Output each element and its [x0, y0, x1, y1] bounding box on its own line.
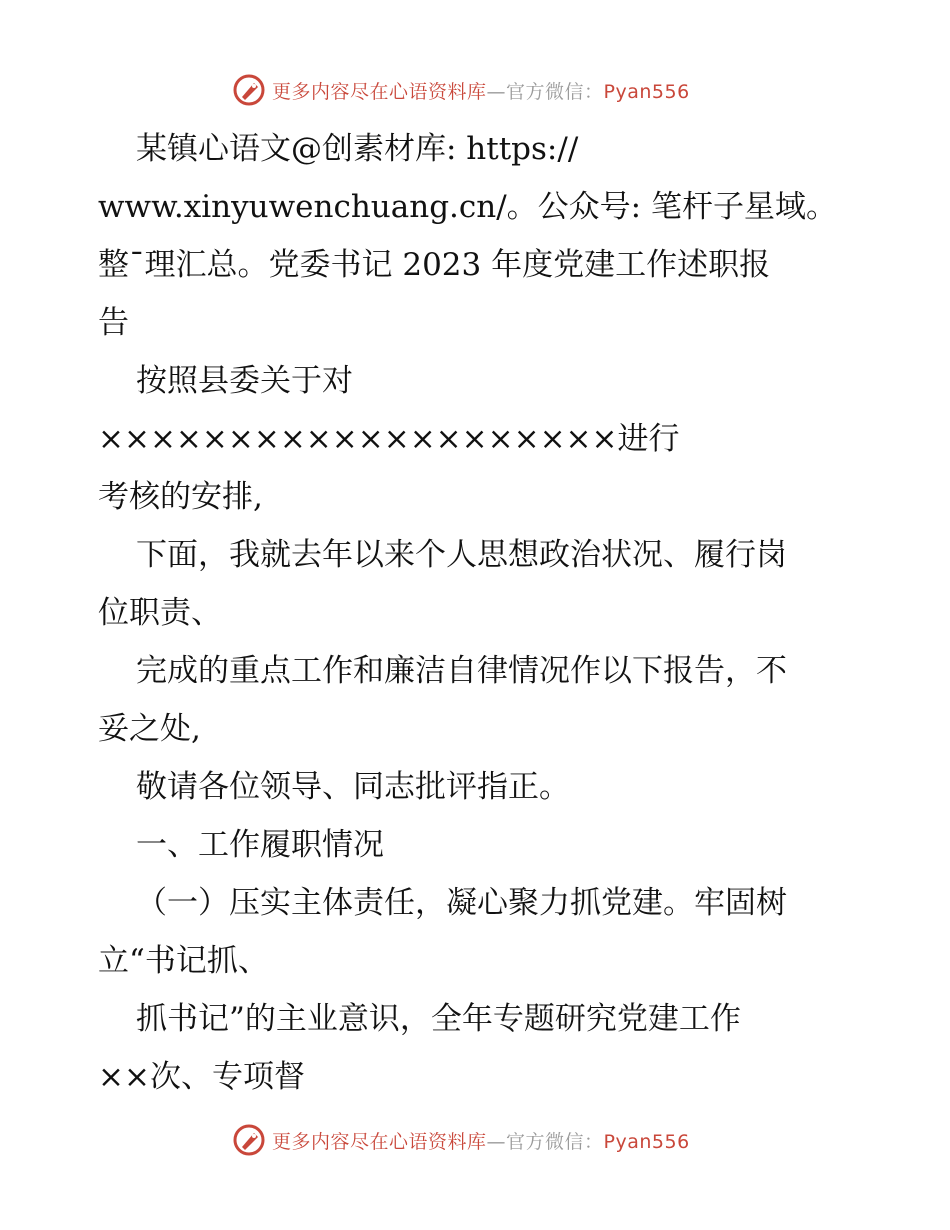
text-line: 按照县委关于对 [136, 363, 353, 399]
header-watermark-banner [232, 73, 690, 107]
text-line: 妥之处, [98, 711, 201, 747]
pen-nib-logo-icon [232, 1123, 266, 1157]
text-line: 某镇心语文@创素材库: https:// [136, 131, 579, 167]
text-line: 完成的重点工作和廉洁自律情况作以下报告，不 [136, 653, 787, 689]
text-line: 抓书记”的主业意识，全年专题研究党建工作 [136, 1001, 741, 1037]
footer-watermark-banner [232, 1123, 690, 1157]
text-line: www.xinyuwenchuang.cn/。公众号: 笔杆子星域。 [98, 189, 837, 225]
watermark-text: 更多内容尽在心语资料库—官方微信：Pyan556 [272, 80, 690, 103]
pen-nib-logo-icon [232, 73, 266, 107]
watermark-text: 更多内容尽在心语资料库—官方微信：Pyan556 [272, 1130, 690, 1153]
text-line: 告 [98, 305, 129, 341]
text-line: （一）压实主体责任，凝心聚力抓党建。牢固树 [136, 885, 787, 921]
text-line: 立“书记抓、 [98, 943, 269, 979]
document-body [98, 120, 858, 1106]
text-line: ××次、专项督 [98, 1059, 305, 1095]
text-line: 敬请各位领导、同志批评指正。 [136, 769, 570, 805]
text-line: 位职责、 [98, 595, 222, 631]
text-line: 考核的安排, [98, 479, 263, 515]
text-line: ××××××××××××××××××××进行 [98, 421, 680, 457]
section-heading: 一、工作履职情况 [136, 827, 384, 863]
text-line: 整¯理汇总。党委书记 2023 年度党建工作述职报 [98, 247, 771, 283]
text-line: 下面，我就去年以来个人思想政治状况、履行岗 [136, 537, 787, 573]
